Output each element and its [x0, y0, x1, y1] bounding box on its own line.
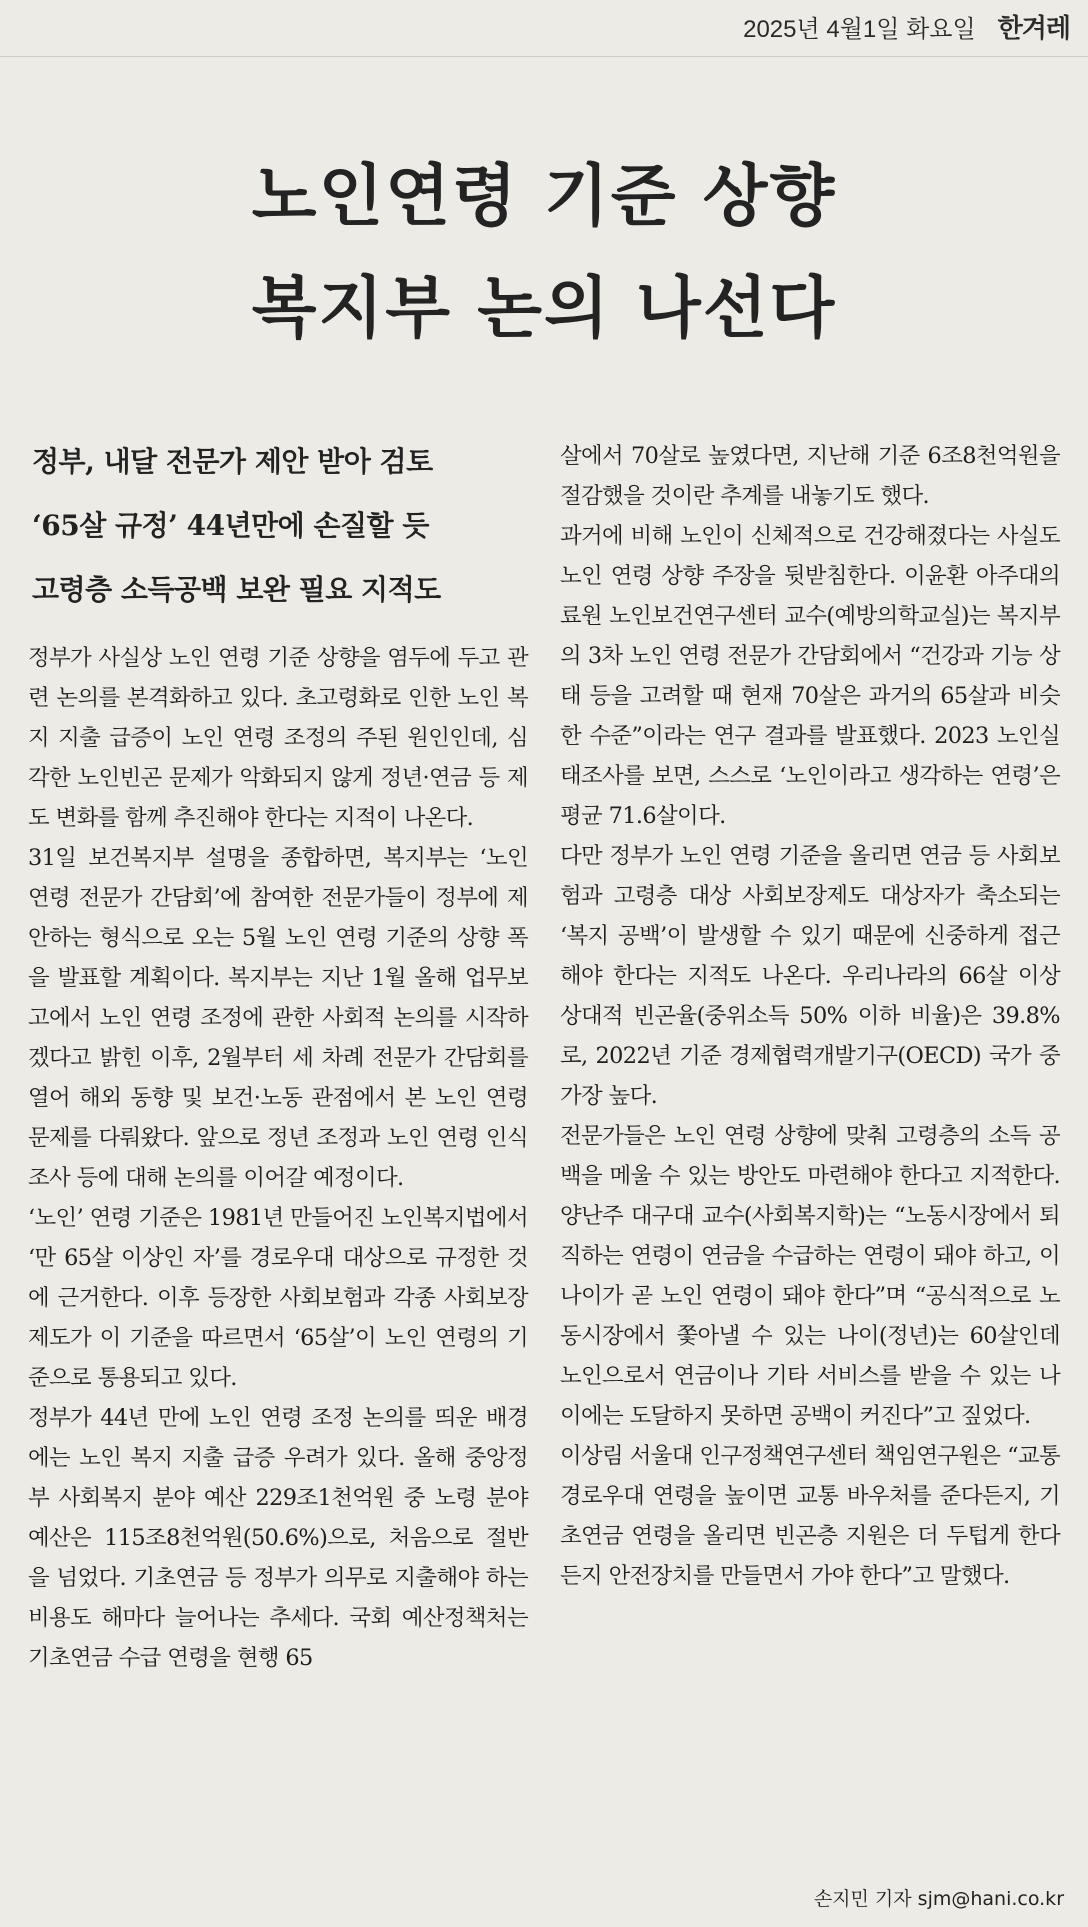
paragraph: 과거에 비해 노인이 신체적으로 건강해졌다는 사실도 노인 연령 상향 주장을 뒷받침한다. 이윤환 아주대의료원 노인보건연구센터 교수(예방의학교실)는 복지부의 3차 노인 연령 전문가 간담회에서 “건강과 기능 상태 등을 고려할 때 현재 70살은 과거의 65살과 비슷한 수준”이라는 연구 결과를 발표했다. 2023 노인실태조사를 보면, 스스로 ‘노인이라고 생각하는 연령’은 평균 71.6살이다. [560, 523, 1060, 829]
paragraph: 전문가들은 노인 연령 상향에 맞춰 고령층의 소득 공백을 메울 수 있는 방안도 마련해야 한다고 지적한다. 양난주 대구대 교수(사회복지학)는 “노동시장에서 퇴직하는 연령이 연금을 수급하는 연령이 돼야 하고, 이 나이가 곧 노인 연령이 돼야 한다”며 “공식적으로 노동시장에서 쫓아낼 수 있는 나이(정년)는 60살인데 노인으로서 연금이나 기타 서비스를 받을 수 있는 나이에는 도달하지 못하면 공백이 커진다”고 짚었다. [560, 1123, 1060, 1429]
subheadline-3: 고령층 소득공백 보완 필요 지적도 [32, 573, 441, 606]
article-column-right [560, 436, 1060, 1596]
headline [0, 140, 1088, 364]
header-divider [0, 56, 1088, 57]
paragraph: 다만 정부가 노인 연령 기준을 올리면 연금 등 사회보험과 고령층 대상 사회보장제도 대상자가 축소되는 ‘복지 공백’이 발생할 수 있기 때문에 신중하게 접근해야 한다는 지적도 나온다. 우리나라의 66살 이상 상대적 빈곤율(중위소득 50% 이하 비율)은 39.8%로, 2022년 기준 경제협력개발기구(OECD) 국가 중 가장 높다. [560, 843, 1060, 1109]
newspaper-logo: 한겨레 [997, 13, 1070, 44]
paragraph: 이상림 서울대 인구정책연구센터 책임연구원은 “교통 경로우대 연령을 높이면 교통 바우처를 준다든지, 기초연금 연령을 올리면 빈곤층 지원은 더 두텁게 한다든지 안전장치를 만들면서 가야 한다”고 말했다. [560, 1443, 1060, 1589]
subheadline-1: 정부, 내달 전문가 제안 받아 검토 [32, 445, 433, 478]
article-column-left [28, 638, 528, 1678]
subheadline-2: ‘65살 규정’ 44년만에 손질할 듯 [32, 509, 429, 542]
masthead-bar [0, 0, 1088, 52]
headline-line-1: 노인연령 기준 상향 [251, 157, 837, 235]
paragraph: 정부가 44년 만에 노인 연령 조정 논의를 띄운 배경에는 노인 복지 지출 급증 우려가 있다. 올해 중앙정부 사회복지 분야 예산 229조1천억원 중 노령 분야 예산은 115조8천억원(50.6%)으로, 처음으로 절반을 넘었다. 기초연금 등 정부가 의무로 지출해야 하는 비용도 해마다 늘어나는 추세다. 국회 예산정책처는 기초연금 수급 연령을 현행 65 [28, 1405, 528, 1671]
paragraph: ‘노인’ 연령 기준은 1981년 만들어진 노인복지법에서 ‘만 65살 이상인 자’를 경로우대 대상으로 규정한 것에 근거한다. 이후 등장한 사회보험과 각종 사회보장제도가 이 기준을 따르면서 ‘65살’이 노인 연령의 기준으로 통용되고 있다. [28, 1205, 528, 1391]
headline-line-2: 복지부 논의 나선다 [251, 269, 837, 347]
byline: 손지민 기자 sjm@hani.co.kr [813, 1888, 1064, 1910]
paragraph: 정부가 사실상 노인 연령 기준 상향을 염두에 두고 관련 논의를 본격화하고 있다. 초고령화로 인한 노인 복지 지출 급증이 노인 연령 조정의 주된 원인인데, 심각한 노인빈곤 문제가 악화되지 않게 정년·연금 등 제도 변화를 함께 추진해야 한다는 지적이 나온다. [28, 645, 528, 831]
subheadlines [32, 430, 532, 622]
issue-date: 2025년 4월1일 화요일 [743, 15, 976, 43]
paragraph: 31일 보건복지부 설명을 종합하면, 복지부는 ‘노인 연령 전문가 간담회’에 참여한 전문가들이 정부에 제안하는 형식으로 오는 5월 노인 연령 기준의 상향 폭을 발표할 계획이다. 복지부는 지난 1월 올해 업무보고에서 노인 연령 조정에 관한 사회적 논의를 시작하겠다고 밝힌 이후, 2월부터 세 차례 전문가 간담회를 열어 해외 동향 및 보건·노동 관점에서 본 노인 연령 문제를 다뤄왔다. 앞으로 정년 조정과 노인 연령 인식조사 등에 대해 논의를 이어갈 예정이다. [28, 845, 528, 1191]
paragraph: 살에서 70살로 높였다면, 지난해 기준 6조8천억원을 절감했을 것이란 추계를 내놓기도 했다. [560, 443, 1060, 509]
